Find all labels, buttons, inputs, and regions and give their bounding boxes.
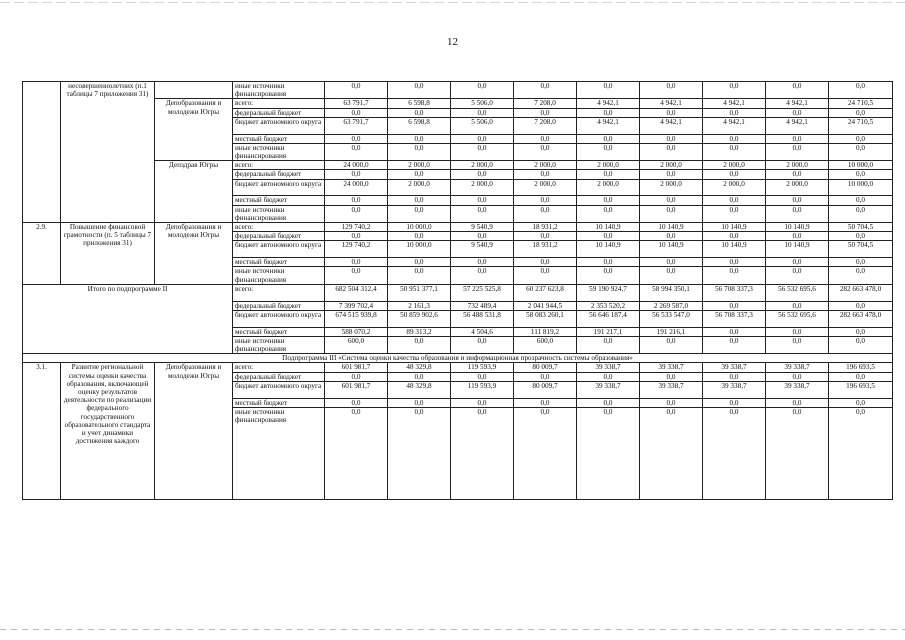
amount-cell: 0,0 (703, 196, 766, 205)
funding-source: федеральный бюджет (233, 372, 325, 381)
amount-cell: 0,0 (640, 407, 703, 499)
amount-cell: 0,0 (829, 134, 893, 143)
amount-cell: 0,0 (388, 232, 451, 241)
amount-cell: 2 000,0 (640, 179, 703, 196)
amount-cell: 0,0 (388, 407, 451, 499)
amount-cell: 2 000,0 (577, 179, 640, 196)
amount-cell: 50 951 377,1 (388, 284, 451, 301)
amount-cell: 0,0 (829, 327, 893, 336)
amount-cell: 2 000,0 (514, 179, 577, 196)
amount-cell: 0,0 (703, 407, 766, 499)
amount-cell: 0,0 (577, 232, 640, 241)
amount-cell: 0,0 (703, 372, 766, 381)
funding-source: бюджет автономного округа (233, 310, 325, 327)
table-row (23, 82, 893, 99)
amount-cell: 2 000,0 (451, 161, 514, 170)
amount-cell: 4 942,1 (703, 117, 766, 134)
amount-cell: 0,0 (451, 196, 514, 205)
amount-cell: 5 506,0 (451, 117, 514, 134)
amount-cell: 0,0 (514, 108, 577, 117)
amount-cell: 48 329,8 (388, 363, 451, 372)
financing-table (22, 81, 893, 500)
amount-cell: 0,0 (451, 134, 514, 143)
amount-cell: 56 708 337,3 (703, 310, 766, 327)
amount-cell: 111 819,2 (514, 327, 577, 336)
amount-cell: 0,0 (703, 232, 766, 241)
amount-cell: 0,0 (514, 232, 577, 241)
amount-cell: 0,0 (514, 82, 577, 99)
funding-source: иные источники финансирования (233, 205, 325, 222)
amount-cell: 0,0 (325, 196, 388, 205)
amount-cell: 601 981,7 (325, 381, 388, 398)
amount-cell: 2 000,0 (388, 179, 451, 196)
amount-cell: 4 942,1 (766, 117, 829, 134)
amount-cell: 39 338,7 (577, 363, 640, 372)
amount-cell: 0,0 (451, 372, 514, 381)
amount-cell: 10 140,9 (577, 223, 640, 232)
amount-cell: 0,0 (451, 232, 514, 241)
amount-cell: 0,0 (325, 267, 388, 284)
activity-number (23, 82, 61, 223)
funding-source: местный бюджет (233, 327, 325, 336)
amount-cell: 0,0 (388, 170, 451, 179)
funding-source: всего: (233, 223, 325, 232)
amount-cell: 0,0 (514, 205, 577, 222)
amount-cell: 0,0 (766, 82, 829, 99)
amount-cell: 0,0 (388, 196, 451, 205)
amount-cell: 732 489,4 (451, 301, 514, 310)
amount-cell: 2 000,0 (451, 179, 514, 196)
amount-cell: 0,0 (766, 170, 829, 179)
amount-cell: 6 598,8 (388, 117, 451, 134)
amount-cell: 0,0 (325, 108, 388, 117)
table-row (23, 284, 893, 301)
funding-source: иные источники финансирования (233, 82, 325, 99)
amount-cell: 119 593,9 (451, 363, 514, 372)
amount-cell: 24 710,5 (829, 117, 893, 134)
amount-cell: 59 190 924,7 (577, 284, 640, 301)
amount-cell: 0,0 (766, 398, 829, 407)
amount-cell: 0,0 (766, 327, 829, 336)
funding-source: бюджет автономного округа (233, 381, 325, 398)
amount-cell: 0,0 (577, 372, 640, 381)
amount-cell: 129 740,2 (325, 223, 388, 232)
amount-cell: 50 704,5 (829, 241, 893, 258)
amount-cell: 0,0 (514, 143, 577, 160)
amount-cell: 0,0 (766, 407, 829, 499)
amount-cell: 0,0 (829, 398, 893, 407)
amount-cell: 129 740,2 (325, 241, 388, 258)
amount-cell: 0,0 (388, 372, 451, 381)
amount-cell: 4 942,1 (703, 99, 766, 108)
amount-cell: 10 140,9 (766, 241, 829, 258)
funding-source: иные источники финансирования (233, 336, 325, 353)
amount-cell: 4 942,1 (766, 99, 829, 108)
amount-cell: 0,0 (451, 398, 514, 407)
amount-cell: 191 217,1 (577, 327, 640, 336)
funding-source: иные источники финансирования (233, 143, 325, 160)
amount-cell: 0,0 (766, 336, 829, 353)
amount-cell: 39 338,7 (766, 381, 829, 398)
funding-source: местный бюджет (233, 258, 325, 267)
amount-cell: 0,0 (325, 170, 388, 179)
amount-cell: 10 140,9 (703, 223, 766, 232)
funding-source: федеральный бюджет (233, 232, 325, 241)
amount-cell: 80 009,7 (514, 381, 577, 398)
amount-cell: 56 708 337,3 (703, 284, 766, 301)
amount-cell: 0,0 (451, 258, 514, 267)
funding-source: местный бюджет (233, 398, 325, 407)
amount-cell: 0,0 (325, 205, 388, 222)
amount-cell: 0,0 (766, 232, 829, 241)
table-row (23, 354, 893, 363)
amount-cell: 50 859 902,6 (388, 310, 451, 327)
amount-cell: 24 000,0 (325, 161, 388, 170)
amount-cell: 0,0 (325, 258, 388, 267)
amount-cell: 7 399 702,4 (325, 301, 388, 310)
amount-cell: 0,0 (388, 205, 451, 222)
amount-cell: 2 000,0 (388, 161, 451, 170)
scan-edge-top (0, 2, 905, 3)
amount-cell: 0,0 (514, 134, 577, 143)
executor: Депобразования и молодежи Югры (155, 363, 233, 500)
amount-cell: 0,0 (577, 205, 640, 222)
amount-cell: 0,0 (577, 407, 640, 499)
amount-cell: 4 942,1 (640, 99, 703, 108)
amount-cell: 2 000,0 (514, 161, 577, 170)
amount-cell: 10 000,0 (388, 223, 451, 232)
amount-cell: 0,0 (766, 258, 829, 267)
amount-cell: 2 000,0 (703, 179, 766, 196)
amount-cell: 0,0 (514, 196, 577, 205)
amount-cell: 0,0 (451, 267, 514, 284)
amount-cell: 63 791,7 (325, 99, 388, 108)
amount-cell: 0,0 (829, 196, 893, 205)
amount-cell: 10 140,9 (640, 223, 703, 232)
amount-cell: 0,0 (829, 267, 893, 284)
amount-cell: 0,0 (577, 143, 640, 160)
amount-cell: 0,0 (640, 232, 703, 241)
scan-edge-bottom (0, 629, 905, 630)
amount-cell: 0,0 (829, 170, 893, 179)
activity-name: несовершеннолетних (п.1 таблицы 7 приложения 31) (61, 82, 155, 223)
amount-cell: 10 000,0 (829, 179, 893, 196)
amount-cell: 0,0 (829, 258, 893, 267)
amount-cell: 24 000,0 (325, 179, 388, 196)
amount-cell: 4 942,1 (640, 117, 703, 134)
amount-cell: 0,0 (388, 398, 451, 407)
funding-source: бюджет автономного округа (233, 179, 325, 196)
amount-cell: 0,0 (577, 336, 640, 353)
amount-cell: 39 338,7 (703, 381, 766, 398)
amount-cell: 0,0 (577, 398, 640, 407)
amount-cell: 0,0 (703, 170, 766, 179)
amount-cell: 0,0 (829, 336, 893, 353)
amount-cell: 80 009,7 (514, 363, 577, 372)
amount-cell: 0,0 (577, 258, 640, 267)
amount-cell: 0,0 (388, 336, 451, 353)
activity-number: 2.9. (23, 223, 61, 285)
amount-cell: 10 140,9 (577, 241, 640, 258)
amount-cell: 0,0 (703, 301, 766, 310)
amount-cell: 0,0 (388, 143, 451, 160)
amount-cell: 0,0 (451, 108, 514, 117)
amount-cell: 56 532 695,6 (766, 284, 829, 301)
amount-cell: 0,0 (325, 143, 388, 160)
amount-cell: 282 663 478,0 (829, 284, 893, 301)
amount-cell: 0,0 (766, 267, 829, 284)
executor: Депобразования и молодежи Югры (155, 99, 233, 161)
amount-cell: 682 504 312,4 (325, 284, 388, 301)
amount-cell: 10 000,0 (388, 241, 451, 258)
amount-cell: 10 000,0 (829, 161, 893, 170)
amount-cell: 0,0 (703, 336, 766, 353)
amount-cell: 0,0 (766, 372, 829, 381)
amount-cell: 4 942,1 (577, 117, 640, 134)
amount-cell: 0,0 (829, 372, 893, 381)
funding-source: всего: (233, 363, 325, 372)
amount-cell: 2 353 520,2 (577, 301, 640, 310)
amount-cell: 0,0 (829, 143, 893, 160)
amount-cell: 0,0 (451, 407, 514, 499)
funding-source: бюджет автономного округа (233, 241, 325, 258)
amount-cell: 10 140,9 (703, 241, 766, 258)
amount-cell: 0,0 (640, 372, 703, 381)
amount-cell: 9 540,9 (451, 223, 514, 232)
amount-cell: 0,0 (451, 205, 514, 222)
table-body (23, 82, 893, 500)
amount-cell: 0,0 (640, 205, 703, 222)
amount-cell: 601 981,7 (325, 363, 388, 372)
amount-cell: 2 269 587,0 (640, 301, 703, 310)
amount-cell: 0,0 (577, 134, 640, 143)
amount-cell: 0,0 (703, 267, 766, 284)
amount-cell: 18 931,2 (514, 241, 577, 258)
funding-source: местный бюджет (233, 134, 325, 143)
funding-source: местный бюджет (233, 196, 325, 205)
activity-name: Повышение финансовой грамотности (п. 5 таблицы 7 приложения 31) (61, 223, 155, 285)
amount-cell: 5 506,0 (451, 99, 514, 108)
amount-cell: 56 646 187,4 (577, 310, 640, 327)
amount-cell: 0,0 (703, 258, 766, 267)
amount-cell: 2 000,0 (577, 161, 640, 170)
amount-cell: 0,0 (577, 82, 640, 99)
amount-cell: 10 140,9 (640, 241, 703, 258)
funding-source: всего: (233, 99, 325, 108)
amount-cell: 0,0 (640, 258, 703, 267)
amount-cell: 58 994 350,1 (640, 284, 703, 301)
amount-cell: 0,0 (766, 301, 829, 310)
page-number: 12 (447, 36, 458, 48)
funding-source: всего: (233, 161, 325, 170)
amount-cell: 6 598,8 (388, 99, 451, 108)
amount-cell: 58 083 260,1 (514, 310, 577, 327)
amount-cell: 2 041 944,5 (514, 301, 577, 310)
amount-cell: 2 000,0 (766, 161, 829, 170)
amount-cell: 0,0 (703, 398, 766, 407)
amount-cell: 0,0 (640, 336, 703, 353)
amount-cell: 119 593,9 (451, 381, 514, 398)
amount-cell: 60 237 623,8 (514, 284, 577, 301)
funding-source: иные источники финансирования (233, 267, 325, 284)
amount-cell: 0,0 (325, 372, 388, 381)
amount-cell: 0,0 (766, 143, 829, 160)
amount-cell: 0,0 (451, 170, 514, 179)
amount-cell: 0,0 (577, 170, 640, 179)
amount-cell: 4 942,1 (577, 99, 640, 108)
amount-cell: 0,0 (640, 398, 703, 407)
funding-source: всего: (233, 284, 325, 301)
amount-cell: 191 216,1 (640, 327, 703, 336)
amount-cell: 196 693,5 (829, 381, 893, 398)
amount-cell: 0,0 (388, 82, 451, 99)
amount-cell: 2 161,3 (388, 301, 451, 310)
amount-cell: 196 693,5 (829, 363, 893, 372)
amount-cell: 0,0 (451, 143, 514, 160)
amount-cell: 50 704,5 (829, 223, 893, 232)
amount-cell: 674 515 939,8 (325, 310, 388, 327)
amount-cell: 0,0 (766, 196, 829, 205)
amount-cell: 0,0 (640, 134, 703, 143)
amount-cell: 0,0 (640, 108, 703, 117)
amount-cell: 10 140,9 (766, 223, 829, 232)
amount-cell: 0,0 (640, 267, 703, 284)
amount-cell: 39 338,7 (640, 363, 703, 372)
amount-cell: 39 338,7 (766, 363, 829, 372)
amount-cell: 0,0 (514, 372, 577, 381)
subprogram-total-label: Итого по подпрограмме II (23, 284, 233, 353)
activity-number: 3.1. (23, 363, 61, 500)
amount-cell: 0,0 (703, 108, 766, 117)
amount-cell: 89 313,2 (388, 327, 451, 336)
amount-cell: 0,0 (829, 108, 893, 117)
amount-cell: 7 208,0 (514, 99, 577, 108)
amount-cell: 0,0 (640, 196, 703, 205)
amount-cell: 0,0 (577, 196, 640, 205)
funding-source: федеральный бюджет (233, 301, 325, 310)
amount-cell: 0,0 (514, 407, 577, 499)
amount-cell: 63 791,7 (325, 117, 388, 134)
amount-cell: 0,0 (766, 134, 829, 143)
amount-cell: 56 488 531,8 (451, 310, 514, 327)
amount-cell: 0,0 (829, 301, 893, 310)
amount-cell: 2 000,0 (766, 179, 829, 196)
amount-cell: 0,0 (703, 134, 766, 143)
amount-cell: 56 532 695,6 (766, 310, 829, 327)
amount-cell: 0,0 (325, 82, 388, 99)
executor: Депобразования и молодежи Югры (155, 223, 233, 285)
amount-cell: 24 710,5 (829, 99, 893, 108)
amount-cell: 39 338,7 (703, 363, 766, 372)
amount-cell: 0,0 (703, 205, 766, 222)
amount-cell: 18 931,2 (514, 223, 577, 232)
amount-cell: 0,0 (388, 267, 451, 284)
amount-cell: 39 338,7 (640, 381, 703, 398)
amount-cell: 0,0 (829, 232, 893, 241)
amount-cell: 0,0 (514, 258, 577, 267)
amount-cell: 39 338,7 (577, 381, 640, 398)
amount-cell: 2 000,0 (703, 161, 766, 170)
amount-cell: 0,0 (640, 170, 703, 179)
amount-cell: 7 208,0 (514, 117, 577, 134)
amount-cell: 4 504,6 (451, 327, 514, 336)
amount-cell: 0,0 (703, 82, 766, 99)
amount-cell: 0,0 (325, 232, 388, 241)
amount-cell: 9 540,9 (451, 241, 514, 258)
amount-cell: 0,0 (766, 108, 829, 117)
amount-cell: 0,0 (703, 143, 766, 160)
amount-cell: 0,0 (514, 398, 577, 407)
amount-cell: 57 225 525,8 (451, 284, 514, 301)
executor (155, 82, 233, 99)
amount-cell: 0,0 (829, 205, 893, 222)
amount-cell: 588 070,2 (325, 327, 388, 336)
funding-source: бюджет автономного округа (233, 117, 325, 134)
amount-cell: 0,0 (451, 82, 514, 99)
amount-cell: 0,0 (640, 143, 703, 160)
amount-cell: 0,0 (829, 82, 893, 99)
amount-cell: 282 663 478,0 (829, 310, 893, 327)
funding-source: федеральный бюджет (233, 170, 325, 179)
amount-cell: 2 000,0 (640, 161, 703, 170)
amount-cell: 0,0 (388, 108, 451, 117)
amount-cell: 0,0 (325, 398, 388, 407)
amount-cell: 0,0 (577, 267, 640, 284)
amount-cell: 0,0 (451, 336, 514, 353)
amount-cell: 0,0 (766, 205, 829, 222)
amount-cell: 0,0 (388, 134, 451, 143)
subprogram-header: Подпрограмма III «Система оценки качества образования и информационная прозрачность системы образования» (23, 354, 893, 363)
activity-name: Развитие региональной системы оценки качества образования, включающей оценку результатов деятельности по реализации федерального государственного образовательного стандарта и учет динамики достижения каждого (61, 363, 155, 500)
amount-cell: 0,0 (829, 407, 893, 499)
amount-cell: 0,0 (325, 407, 388, 499)
amount-cell: 600,0 (514, 336, 577, 353)
executor: Депздрав Югры (155, 161, 233, 223)
amount-cell: 0,0 (388, 258, 451, 267)
amount-cell: 0,0 (514, 267, 577, 284)
table-row (23, 363, 893, 372)
funding-source: иные источники финансирования (233, 407, 325, 499)
amount-cell: 48 329,8 (388, 381, 451, 398)
amount-cell: 0,0 (703, 327, 766, 336)
amount-cell: 56 533 547,0 (640, 310, 703, 327)
funding-source: федеральный бюджет (233, 108, 325, 117)
table-row (23, 223, 893, 232)
amount-cell: 0,0 (325, 134, 388, 143)
amount-cell: 600,0 (325, 336, 388, 353)
amount-cell: 0,0 (514, 170, 577, 179)
amount-cell: 0,0 (640, 82, 703, 99)
amount-cell: 0,0 (577, 108, 640, 117)
